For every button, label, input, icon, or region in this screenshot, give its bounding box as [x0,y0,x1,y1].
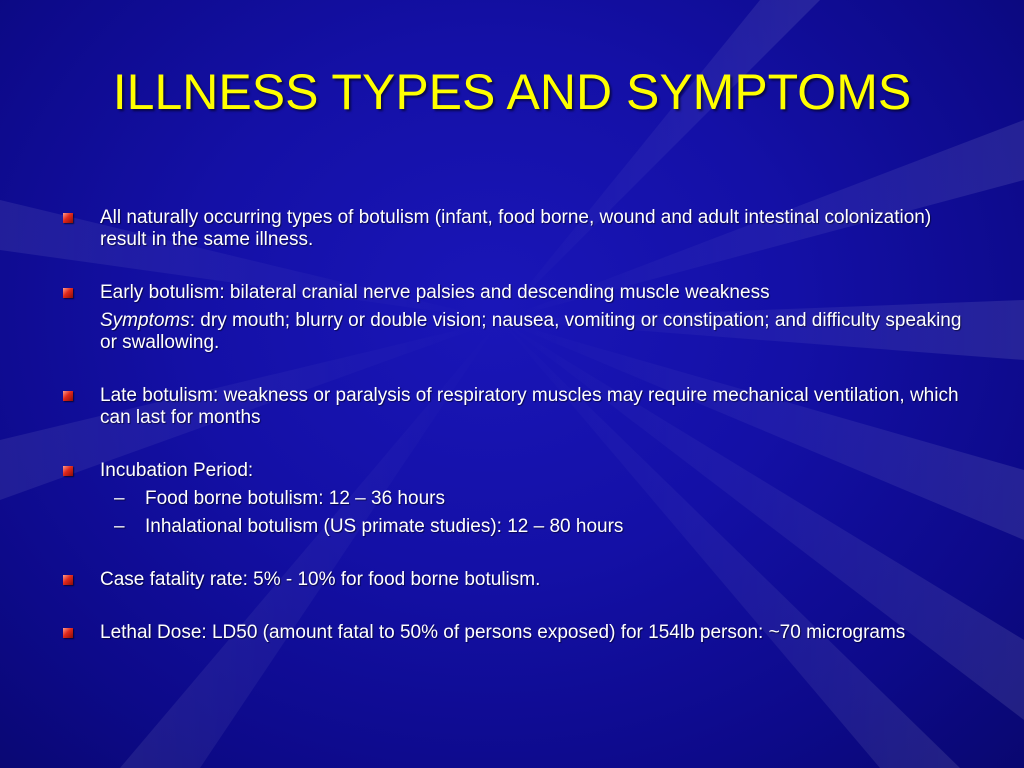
bullet-item-botulism-types [60,207,980,251]
bullet-item-late-botulism [60,385,980,429]
bullet-item-case-fatality [60,569,980,591]
bullet-item-lethal-dose [60,622,980,644]
subitem-inhalational [60,516,980,538]
bullet-text: Late botulism: weakness or paralysis of respiratory muscles may require mechanical ventilation, which can last for months [100,385,959,428]
bullet-text: Lethal Dose: LD50 (amount fatal to 50% of persons exposed) for 154lb person: ~70 micrograms [100,622,906,643]
square-bullet-icon [63,466,73,476]
subitem-text: Food borne botulism: 12 – 36 hours [145,488,445,509]
bullet-text: Incubation Period: [100,460,254,481]
square-bullet-icon [63,575,73,585]
square-bullet-icon [63,288,73,298]
bullet-item-incubation-period [60,460,980,482]
bullet-text: All naturally occurring types of botulism (infant, food borne, wound and adult intestinal colonization) result in the same illness. [100,207,932,250]
dash-icon: – [114,516,125,537]
symptoms-text: : dry mouth; blurry or double vision; nausea, vomiting or constipation; and difficulty speaking or swallowing. [100,310,962,353]
square-bullet-icon [63,391,73,401]
slide-title: ILLNESS TYPES AND SYMPTOMS [112,64,912,120]
bullet-text: Early botulism: bilateral cranial nerve palsies and descending muscle weakness [100,282,770,303]
subitem-food-borne [60,488,980,510]
square-bullet-icon [63,628,73,638]
dash-icon: – [114,488,125,509]
subitem-text: Inhalational botulism (US primate studies): 12 – 80 hours [145,516,624,537]
bullet-list [60,207,980,644]
square-bullet-icon [63,213,73,223]
symptoms-label: Symptoms [100,310,190,331]
bullet-item-early-botulism [60,282,980,354]
symptoms-paragraph [100,310,980,354]
bullet-text: Case fatality rate: 5% - 10% for food borne botulism. [100,569,541,590]
